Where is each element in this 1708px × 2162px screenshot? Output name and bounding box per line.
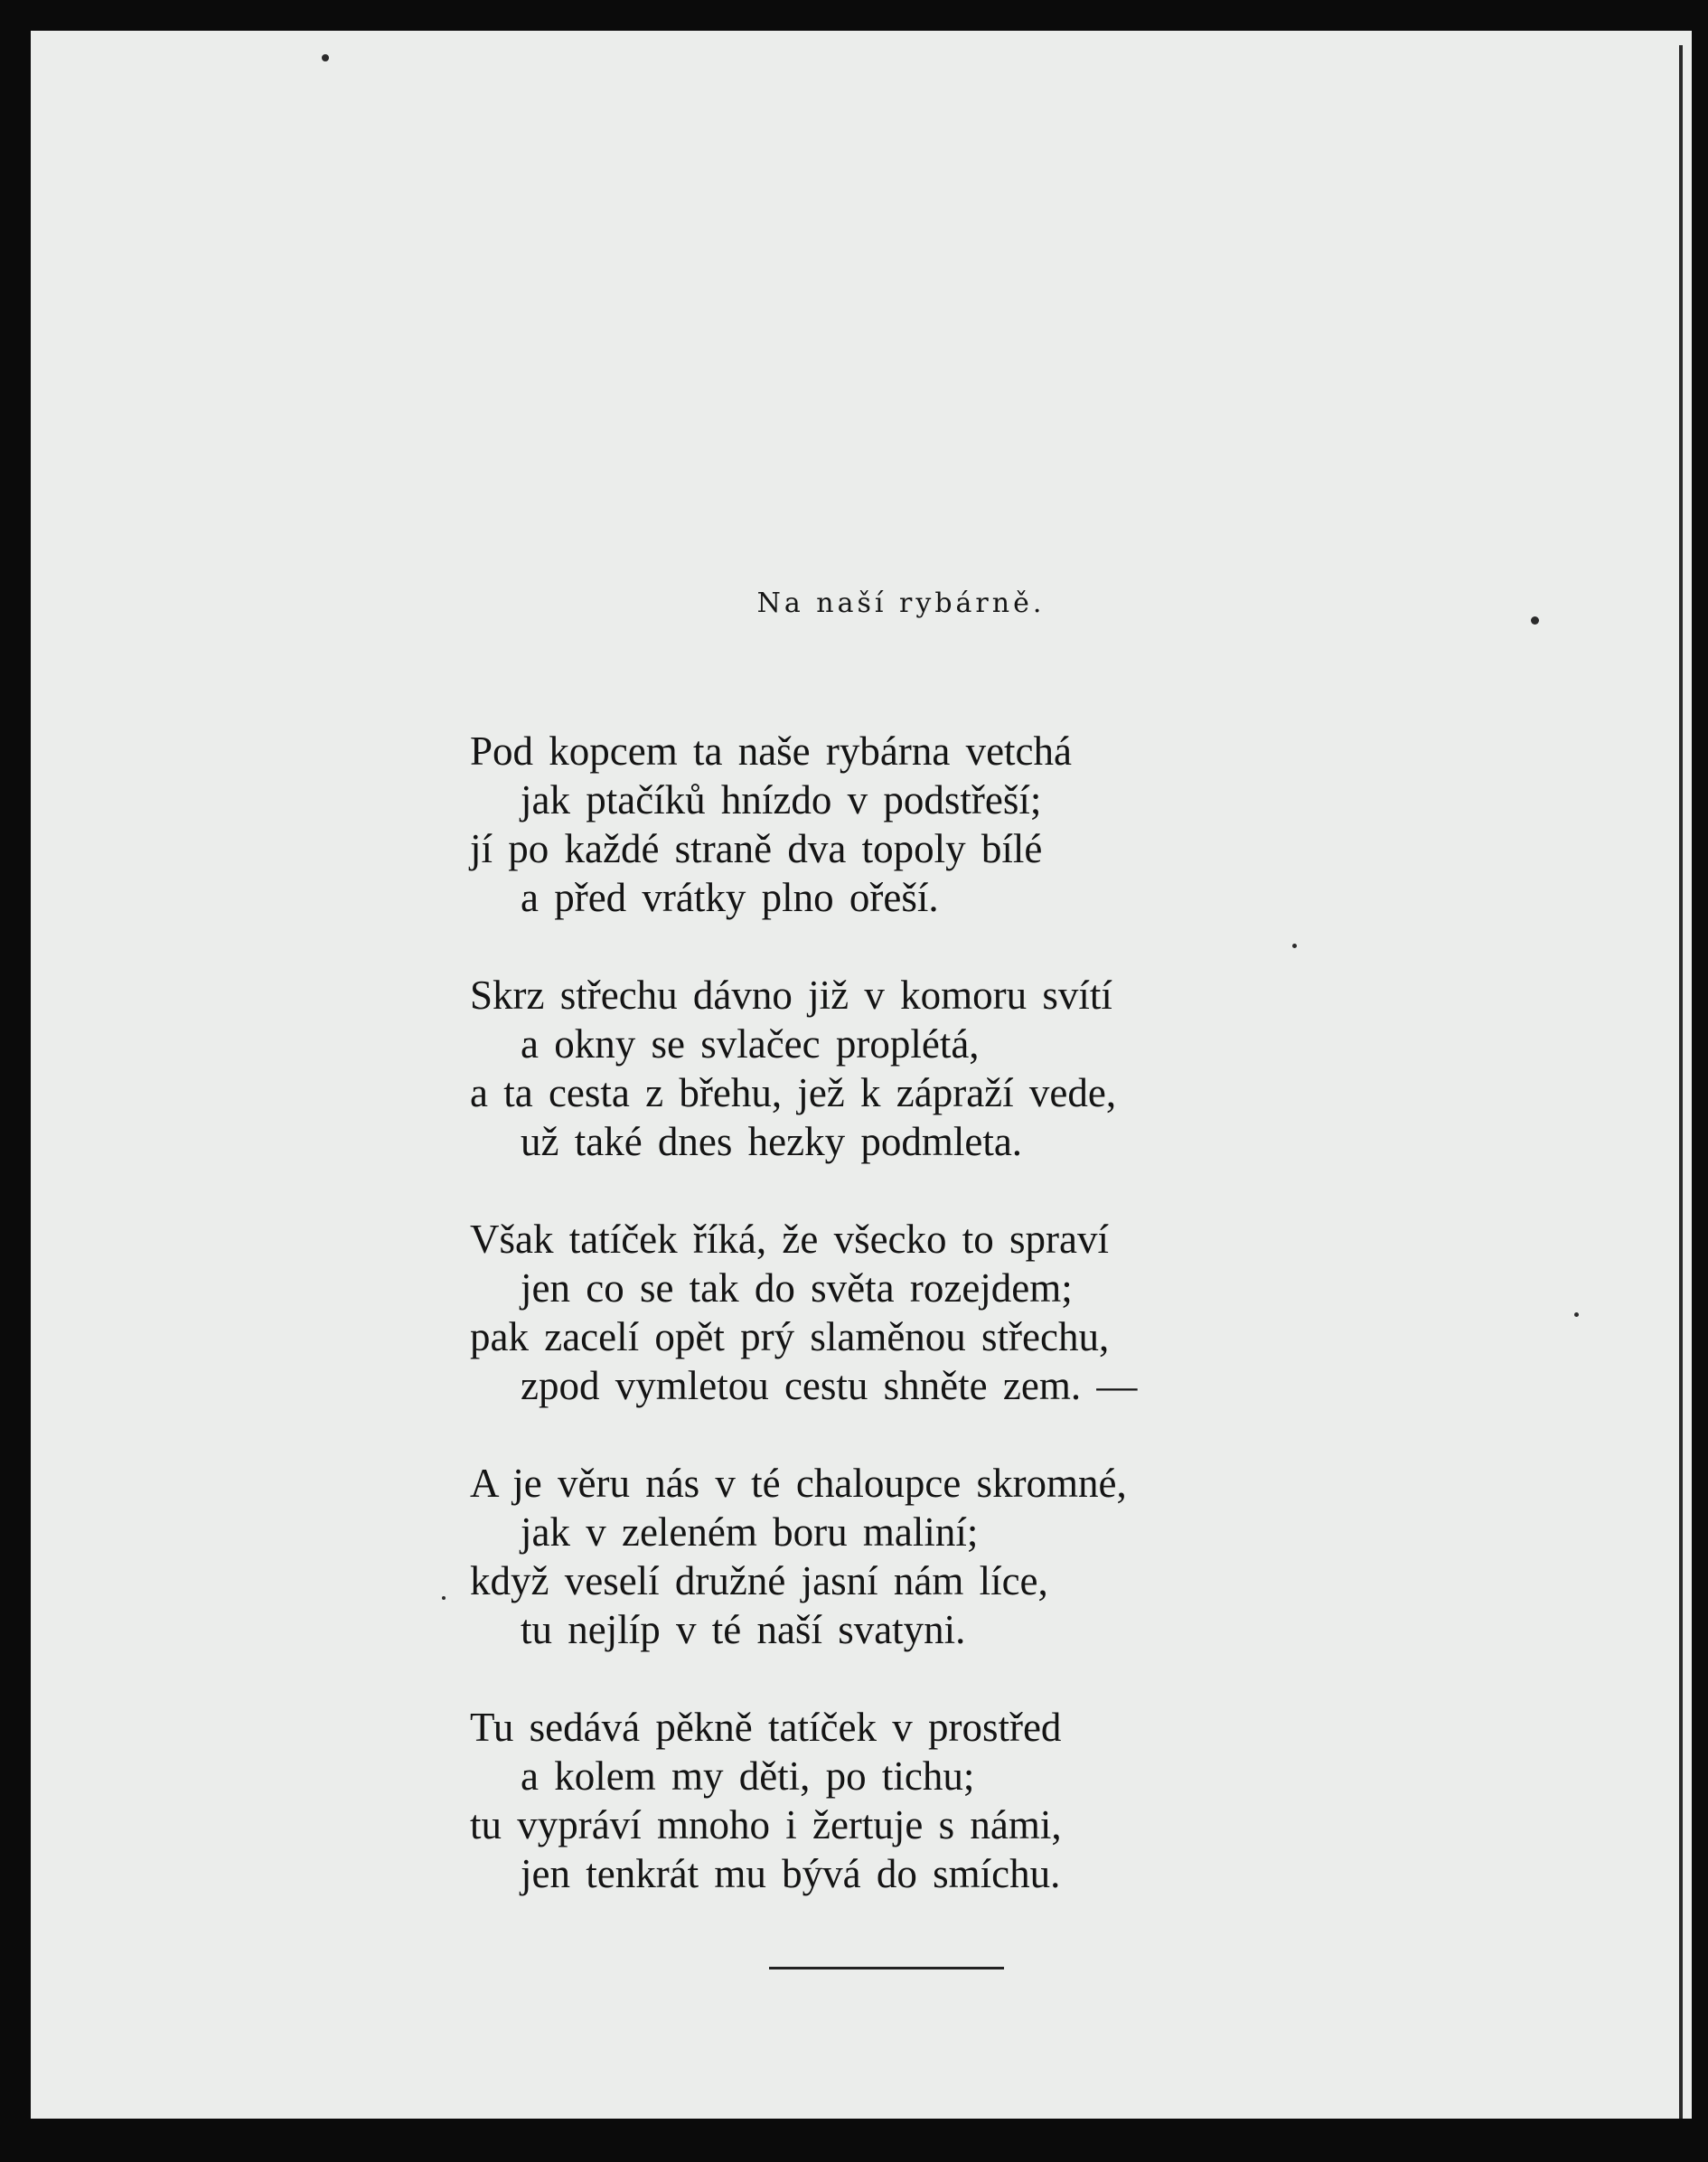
page-speck xyxy=(322,54,329,61)
poem-line: jí po každé straně dva topoly bílé xyxy=(470,826,1043,871)
poem-line: zpod vymletou cestu shněte zem. — xyxy=(521,1363,1138,1408)
poem-line: jak ptačíků hnízdo v podstřeší; xyxy=(521,777,1042,822)
poem-line: jen co se tak do světa rozejdem; xyxy=(521,1265,1073,1311)
stanza-5 xyxy=(470,1703,1337,1898)
poem-line: Skrz střechu dávno již v komoru svítí xyxy=(470,973,1112,1018)
poem-line: a okny se svlačec proplétá, xyxy=(521,1021,980,1067)
stanza-1 xyxy=(470,727,1337,922)
poem-line: když veselí družné jasní nám líce, xyxy=(470,1558,1048,1603)
end-rule xyxy=(769,1967,1004,1969)
page-speck xyxy=(1574,1312,1579,1317)
page-edge-line xyxy=(1679,45,1683,2142)
poem-line: a ta cesta z břehu, jež k zápraží vede, xyxy=(470,1070,1117,1115)
book-page xyxy=(31,31,1692,2119)
poem-line: Tu sedává pěkně tatíček v prostřed xyxy=(470,1705,1062,1750)
stanza-2 xyxy=(470,971,1337,1166)
poem-body xyxy=(470,727,1337,1947)
poem-line: a před vrátky plno ořeší. xyxy=(521,875,939,920)
scan-border-right xyxy=(1692,36,1708,2162)
poem-line: Pod kopcem ta naše rybárna vetchá xyxy=(470,728,1072,774)
stanza-4 xyxy=(470,1459,1337,1654)
poem-line: už také dnes hezky podmleta. xyxy=(521,1119,1023,1164)
poem-line: tu nejlíp v té naší svatyni. xyxy=(521,1607,966,1652)
poem-line: jak v zeleném boru maliní; xyxy=(521,1509,979,1555)
poem-line: a kolem my děti, po tichu; xyxy=(521,1753,975,1799)
stanza-3 xyxy=(470,1215,1337,1410)
poem-line: jen tenkrát mu bývá do smíchu. xyxy=(521,1851,1061,1896)
poem-line: pak zacelí opět prý slaměnou střechu, xyxy=(470,1314,1110,1359)
page-speck xyxy=(442,1596,446,1600)
poem-line: Však tatíček říká, že všecko to spraví xyxy=(470,1217,1110,1262)
poem-title: Na naší rybárně. xyxy=(756,588,1046,619)
scan-border-bottom xyxy=(0,2119,1708,2162)
poem-line: tu vypráví mnoho i žertuje s námi, xyxy=(470,1802,1062,1847)
poem-line: A je věru nás v té chaloupce skromné, xyxy=(470,1461,1127,1506)
